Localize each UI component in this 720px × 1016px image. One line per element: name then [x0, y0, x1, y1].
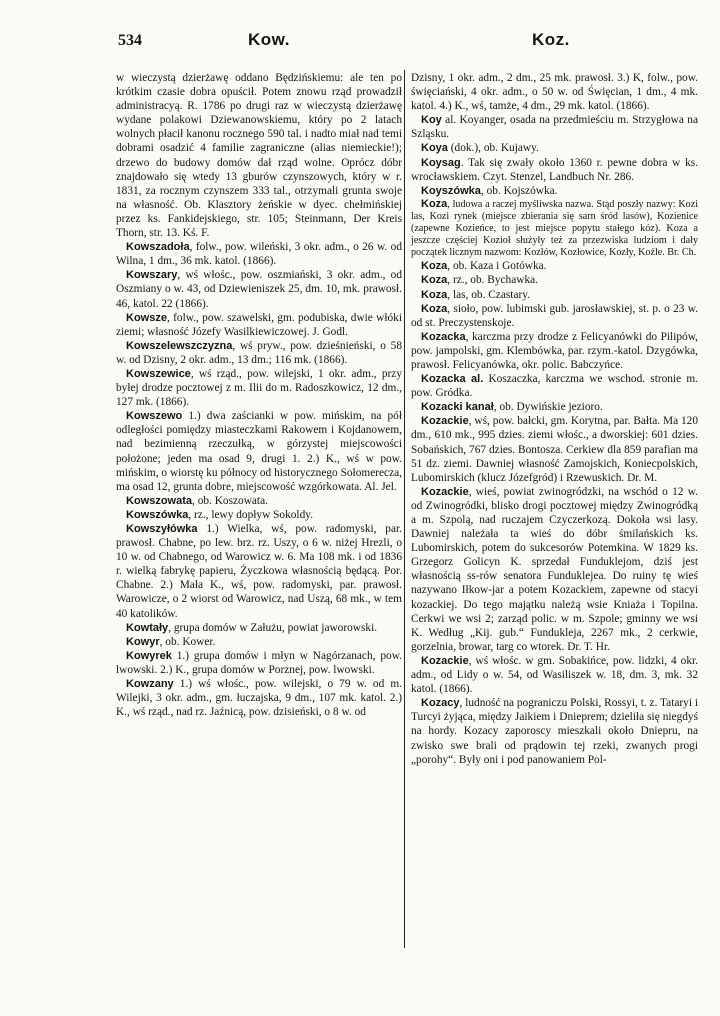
entry-headword: Kowyrek [126, 649, 172, 662]
entry-text: , wś włośc. w gm. Sobakińce, pow. lidzki, 4 okr. adm., od Lidy o w. 54, od Wasiliszek w. 18, dm. 3, mk. 32 katol. (1866). [411, 654, 698, 696]
entry-text: , folw., pow. wileński, 3 okr. adm., o 26 w. od Wilna, 1 dm., 36 mk. katol. (1866). [116, 241, 402, 268]
entry-text: , sioło, pow. lubimski gub. jarosławskiej, st. p. o 23 w. od st. Preczystenskoje. [411, 302, 698, 329]
dictionary-entry [116, 339, 402, 367]
entry-text: w wieczystą dzierżawę oddano Będzińskiemu: ale ten po krótkim czasie dobra opuścił. Potem znowu rząd prowadził administracyą. R. 1786 po drugi raz w wieczystą dzierżawę wydane polakowi Dziewanowskiemu, który po 2 latach wolnych płacił kanonu rocznego 590 tal. i nadto miał nad temi dobrami osadzić 4 familie zagraniczne (alias niemieckie!); drzewo do budowy domów dał rząd wolne. Oprócz dóbr znajdowało się wtedy 13 gburów czynszowych, który w r. 1831, za rocznym czynszem 333 tal., otrzymali grunta swoje na własność. Ob. Klasztory żeńskie w dyec. chełmińskiej przez ks. Fankidejskiego, str. 105; Steinmann, Der Kreis Thorn, str. 13. Kś. F. [116, 72, 402, 240]
entry-text: 1.) wś włośc., pow. wilejski, o 79 w. od m. Wilejki, 3 okr. adm., gm. łuczajska, 9 dm., 107 mk. katol. 2.) K., wś rząd., nad rz. Jaźnicą, pow. dzisieński, o 8 w. od [116, 678, 402, 719]
entry-headword: Kozacki kanał [421, 401, 494, 414]
page-number: 534 [118, 32, 142, 49]
dictionary-entry [116, 677, 402, 719]
entry-text: , wś, pow. bałcki, gm. Korytna, par. Bałta. Ma 120 dm., 610 mk., 995 dzies. ziemi włośc., a dworskiej: 601 dzies. Sobańskich, 767 dzies. Bontosza. Cerkiew dla 859 parafian ma 51 dz. ziemi. Dawniej własność Zamojskich, Koniecpolskich, Lubomirskich (klucz Józefgród) i Rzewuskich. Dr. M. [411, 415, 698, 484]
dictionary-entry [411, 288, 698, 302]
dictionary-entry [411, 485, 698, 654]
entry-headword: Kozackie [421, 485, 469, 498]
entry-headword: Kozacy [421, 697, 460, 710]
entry-headword: Koza [421, 197, 448, 210]
entry-headword: Koza [421, 288, 448, 301]
entry-headword: Kozacka al. [421, 373, 484, 386]
entry-headword: Kowszewo [126, 410, 183, 423]
column-divider [404, 70, 405, 948]
entry-text: 1.) dwa zaścianki w pow. mińskim, na pół odległości pomiędzy miasteczkami Rakowem i Kojdanowem, nad bezimienną rzeczułką, w górzystej miejscowości położone; jeden ma osad 9, drugi 1. 2.) K., wś w pow. mińskim, o wiorstę ku północy od historycznego Sołomerecza, ma osad 12, grunta dobre, miejscowość wzgórkowata. Al. Jel. [116, 410, 402, 493]
entry-text: (dok.), ob. Kujawy. [447, 142, 539, 155]
entry-text: , las, ob. Czastary. [447, 288, 531, 301]
entry-text: , wieś, powiat zwinogródzki, na wschód o 12 w. od Zwinogródki, blisko drogi pocztowej między Zwinogródką a m. Szpolą, nad ruczajem Czyczerkozą. Dokoła wsi lasy. Dawniej należała ta wieś do dóbr śmilańskich ks. Lubomirskich, potem do sukcesorów Potemkina. W 1829 ks. Grzegorz Golicyn K. sprzedał Funduklejom, dziś jest własnością ss-rów senatora Funduklejea. Do ruiny tę wieś nazywano Iłkow-jar a potem Kozackiem, zapewne od stacyi kozackiej. Do tego majątku należą wsie Kniaża i Topilna. Cerkwi we wsi 2; zarząd polic. w m. Szpole; gminny we wsi K. Według „Kij. gub.“ Fundukleja, 2267 mk., 2 cerkwie, gorzelnia, browar, targ co wtorek. Dr. T. Hr. [411, 485, 698, 653]
entry-headword: Kowyr [126, 635, 160, 648]
left-running-head: Kow. [248, 30, 290, 49]
entry-text: , rz., lewy dopływ Sokoldy. [188, 508, 314, 521]
entry-headword: Kozackie [421, 415, 469, 428]
dictionary-entry [411, 372, 698, 400]
entry-headword: Koy [421, 114, 442, 127]
entry-headword: Kowszelewszczyzna [126, 339, 233, 352]
entry-headword: Kowszadoła [126, 241, 190, 254]
entry-text: , ludność na pograniczu Polski, Rossyi, t. z. Tataryi i Turcyi żyjąca, między Jaikiem i Dnieprem; dzieliła się niegdyś na hordy. Kozacy zaporoscy mieszkali około Dniepru, na zwisko swe brali od prądowin tej rzeki, zwanych progi „porohy“. Były oni i pod panowaniem Pol- [411, 697, 698, 766]
entry-text: Dzisny, 1 okr. adm., 2 dm., 25 mk. prawosł. 3.) K, folw., pow. święciański, 4 okr. adm., o 50 w. od Święcian, 1 dm., 4 mk. katol. 4.) K., wś, tamże, 4 dm., 29 mk. katol. (1866). [411, 72, 698, 113]
dictionary-entry [411, 330, 698, 372]
entry-text: 1.) Wielka, wś, pow. radomyski, par. prawosł. Chabne, po lew. brz. rz. Uszy, o 6 w. niżej Hrezli, o 10 w. od Chabnego, od Warowicz w. 6. Ma 108 mk. i od 1836 r. wielką fabrykę papieru, Życzkowa własnością będącą. Por. Chabne. 2.) Mała K., wś, pow. radomyski, par. prawosł. Warowicze, o 2 wiorst od Warowicz, nad Uszą, 68 mk., w tem 40 katolików. [116, 523, 402, 620]
entry-headword: Kozacka [421, 330, 466, 343]
dictionary-entry [116, 635, 402, 649]
right-running-head: Koz. [532, 30, 570, 49]
entry-text: , ob. Kojszówka. [480, 184, 558, 197]
dictionary-entry [411, 273, 698, 287]
dictionary-entry [411, 654, 698, 696]
entry-headword: Koza [421, 302, 448, 315]
entry-text: , folw., pow. szawelski, gm. podubiska, dwie włóki ziemi; własność Józefy Wasilkiewiczowej. J. Godl. [116, 311, 402, 338]
dictionary-entry [411, 302, 698, 330]
entry-headword: Kowtały [126, 621, 169, 634]
entry-text: , karczma przy drodze z Felicyanówki do Pilipów, pow. jampolski, gm. Klembówka, par. rzym.-katol. Dzygówka, prawosł. Felicyanówka, okr. polic. Babczyńce. [411, 330, 698, 371]
entry-text: Koszaczka, karczma we wschod. stronie m. pow. Gródka. [411, 373, 698, 400]
dictionary-entry [116, 71, 402, 240]
entry-text: , wś rząd., pow. wilejski, 1 okr. adm., przy byłej drodze pocztowej z m. Ilii do m. Radoszkowicz, 12 dm., 127 mk. (1866). [116, 367, 402, 409]
dictionary-entry [411, 259, 698, 273]
entry-text: , wś pryw., pow. dzieśnieński, o 58 w. od Dzisny, 2 okr. adm., 13 dm.; 116 mk. (1866). [116, 339, 402, 366]
dictionary-entry [411, 184, 698, 198]
entry-text: , grupa domów w Załużu, powiat jaworowski. [168, 621, 378, 634]
dictionary-entry [116, 494, 402, 508]
entry-text: , ob. Kower. [159, 635, 216, 648]
dictionary-entry [116, 508, 402, 522]
dictionary-entry [411, 696, 698, 766]
dictionary-entry [411, 141, 698, 155]
dictionary-entry [116, 522, 402, 621]
left-column [116, 71, 402, 719]
entry-headword: Koza [421, 274, 448, 287]
right-column [411, 71, 698, 767]
dictionary-entry [116, 621, 402, 635]
dictionary-entry [116, 311, 402, 339]
entry-text: , rz., ob. Bychawka. [447, 274, 539, 287]
entry-text: 1.) grupa domów i młyn w Nagórzanach, pow. lwowski. 2.) K., grupa domów w Porznej, pow. lwowski. [116, 649, 402, 676]
entry-headword: Kowszowata [126, 494, 193, 507]
dictionary-entry [116, 367, 402, 409]
dictionary-entry [116, 240, 402, 268]
entry-headword: Koya [421, 142, 448, 155]
entry-text: al. Koyanger, osada na przedmieściu m. Strzygłowa na Szląsku. [411, 114, 698, 141]
dictionary-entry [116, 409, 402, 494]
entry-headword: Kowszówka [126, 508, 189, 521]
page-header [0, 32, 720, 58]
entry-headword: Koysag [421, 156, 461, 169]
entry-headword: Koza [421, 260, 448, 273]
entry-headword: Kowsze [126, 311, 167, 324]
entry-headword: Kowszewice [126, 367, 191, 380]
entry-headword: Kowzany [126, 678, 174, 691]
entry-headword: Koyszówka [421, 184, 481, 197]
entry-headword: Kowszyłówka [126, 523, 198, 535]
entry-text: , ob. Koszowata. [192, 494, 268, 507]
dictionary-entry [411, 414, 698, 484]
dictionary-entry [411, 400, 698, 414]
dictionary-entry [411, 156, 698, 184]
entry-headword: Kozackie [421, 654, 469, 667]
entry-text: , ob. Dywińskie jezioro. [493, 401, 603, 414]
dictionary-entry [411, 71, 698, 113]
dictionary-entry [411, 198, 698, 259]
dictionary-entry [411, 113, 698, 141]
entry-headword: Kowszary [126, 269, 178, 282]
dictionary-entry [116, 268, 402, 310]
entry-text: , ob. Kaza i Gotówka. [447, 260, 547, 273]
entry-text: , ludowa a raczej myśliwska nazwa. Stąd poszły nazwy: Kozi las, Kozi rynek (miejsce zbierania się sarn śród lasów), Kozienice (zapewne Kozieńce, to jest miejsce popytu stałego kóz). Koza a jeszcze częściej Kozioł służyły też za przezwiska ludziom i dały początek licznym nazwom: Kozłów, Kozłowice, Kozły, Koźle. Br. Ch. [411, 198, 698, 259]
entry-text: , wś włośc., pow. oszmiański, 3 okr. adm., od Oszmiany o w. 43, od Dziewieniszek 25, dm. 10, mk. prawosł. 46, katol. 22 (1866). [116, 269, 402, 310]
entry-text: . Tak się zwały około 1360 r. pewne dobra w ks. wrocławskiem. Czyt. Stenzel, Landbuch Nr. 286. [411, 156, 698, 183]
dictionary-entry [116, 649, 402, 677]
